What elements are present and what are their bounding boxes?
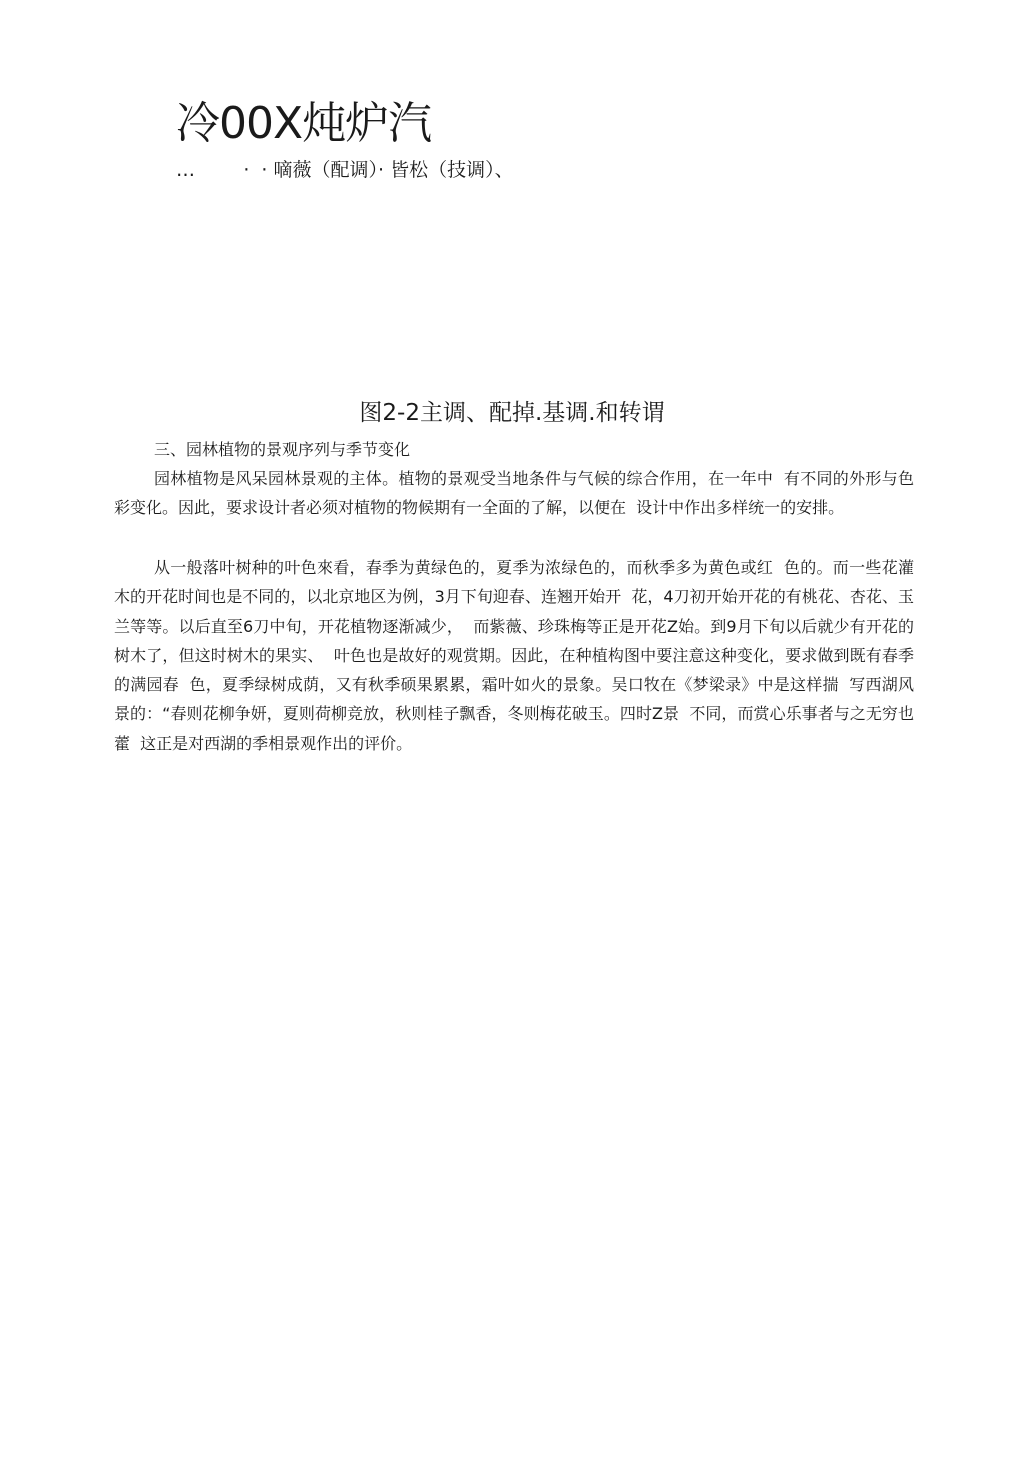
figure-subtitle: … · · 嘀薇（配调）· 皆松（技调）、 — [176, 159, 514, 181]
figure-caption: 图2-2主调、配掉.基调.和转谓 — [359, 400, 665, 426]
body-paragraph-1: 园林植物是风呆园林景观的主体。植物的景观受当地条件与气候的综合作用，在一年中 有不同的外形与色彩变化。因此，要求设计者必须对植物的物候期有一全面的了解，以便在 设计中作出多样统一的安排。 — [114, 469, 914, 518]
figure-title: 冷00X炖炉汽 — [176, 98, 432, 149]
body-paragraph-2: 从一般落叶树种的叶色來看，春季为黄绿色的，夏季为浓绿色的，而秋季多为黄色或红 色的。而一些花灌木的开花时间也是不同的，以北京地区为例，3月下旬迎春、连翘开始开 花，4刀初开始开花的有桃花、杏花、玉兰等等。以后直至6刀中旬，开花植物逐渐减少， 而紫薇、珍珠梅等正是开花Z始。到9月下旬以后就少有开花的树木了，但这时树木的果实、 叶色也是故好的观赏期。因此，在种植构图中要注意这种变化，要求做到既有春季的满园春 色，夏季绿树成荫，又有秋季硕果累累，霜叶如火的景象。吴口牧在《梦梁录》中是这样揣 写西湖风景的：“春则花柳争妍，夏则荷柳竞放，秋则桂子飘香，冬则梅花破玉。四时Z景 不同，而赏心乐事者与之无穷也藿 这正是对西湖的季相景观作出的评价。 — [114, 558, 914, 753]
section-heading: 三、园林植物的景观序列与季节变化 — [154, 440, 411, 459]
